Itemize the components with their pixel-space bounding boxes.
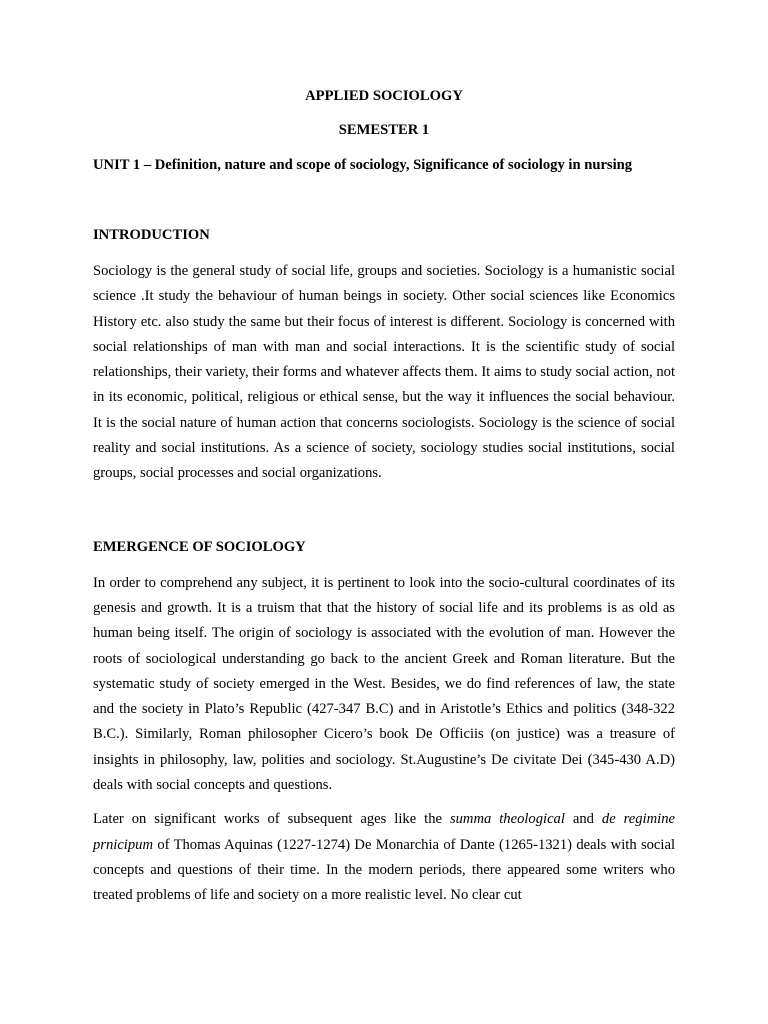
emergence-heading: EMERGENCE OF SOCIOLOGY [93,538,306,555]
emergence-paragraph-1: In order to comprehend any subject, it is pertinent to look into the socio-cultural coordinates of its genesis and growth. It is a truism that that the history of social life and its problems is as old as human being itself. The origin of sociology is associated with the evolution of man. However the roots of sociological understanding go back to the ancient Greek and Roman literature. But the systematic study of society emerged in the West. Besides, we do find references of law, the state and the society in Plato’s Republic (427-347 B.C) and in Aristotle’s Ethics and politics (348-322 B.C.). Similarly, Roman philosopher Cicero’s book De Officiis (on justice) was a treasure of insights in philosophy, law, polities and sociology. St.Augustine’s De civitate Dei (345-430 A.D) deals with social concepts and questions. [93,574,675,794]
paragraph-2-text-c: of Thomas Aquinas (1227-1274) De Monarchia of Dante (1265-1321) deals with social concepts and questions of their time. In the modern periods, there appeared some writers who treated problems of life and society on a more realistic level. No clear cut [93,836,675,904]
document-content [93,86,675,909]
work-title-summa: summa theological [449,811,565,828]
document-title: APPLIED SOCIOLOGY [305,88,463,104]
emergence-paragraph-2 [93,807,675,908]
work-title-de-regimine: de regimine prnicipum [93,811,675,853]
unit-heading: UNIT 1 – Definition, nature and scope of sociology, Significance of sociology in nursing [93,157,633,173]
introduction-paragraph: Sociology is the general study of social life, groups and societies. Sociology is a humanistic social science .It study the behaviour of human beings in society. Other social sciences like Economics History etc. also study the same but their focus of interest is different. Sociology is concerned with social relationships of man with man and social interactions. It is the scientific study of social relationships, their variety, their forms and whatever affects them. It aims to study social action, not in its economic, political, religious or ethical sense, but the way it influences the social behaviour. It is the social nature of human action that concerns sociologists. Sociology is the science of social reality and social institutions. As a science of society, sociology studies social institutions, social groups, social processes and social organizations. [93,263,675,482]
introduction-heading: INTRODUCTION [93,227,210,243]
paragraph-2-text-a: Later on significant works of subsequent ages like the [93,811,450,828]
paragraph-2-text-b: and [564,811,602,828]
semester-heading: SEMESTER 1 [338,122,430,138]
